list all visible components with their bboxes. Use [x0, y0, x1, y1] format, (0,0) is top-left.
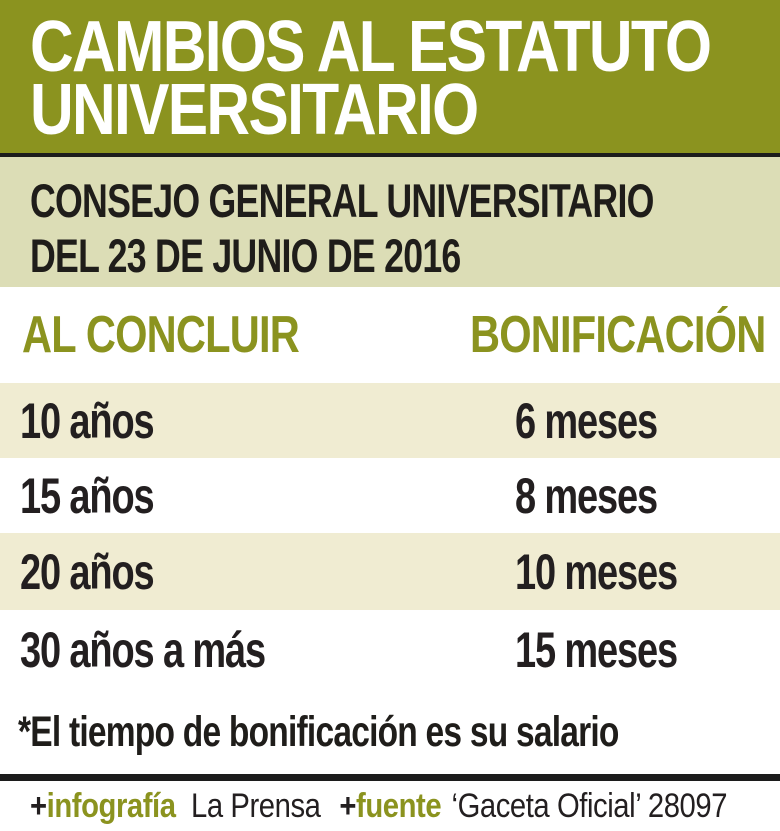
subtitle-line1: CONSEJO GENERAL UNIVERSITARIO: [30, 174, 654, 227]
table-row: [0, 533, 780, 610]
page-title: [0, 0, 780, 150]
cell-years: 20 años: [20, 543, 154, 600]
title-banner: [0, 0, 780, 153]
credits-line: [30, 787, 727, 826]
subtitle-line2: DEL 23 DE JUNIO DE 2016: [30, 229, 461, 282]
cell-bonus: 15 meses: [515, 622, 678, 678]
infografia-label: infografía: [46, 786, 176, 825]
column-header-label: BONIFICACIÓN: [470, 306, 766, 364]
cell-years: 15 años: [20, 467, 154, 524]
infografia-value: La Prensa: [191, 786, 321, 825]
plus-sign: +: [339, 786, 357, 825]
column-header-bonificacion: [470, 305, 780, 365]
footnote: *El tiempo de bonificación es su salario: [18, 707, 619, 756]
cell-years: 30 años a más: [20, 622, 266, 678]
page-title-line2: UNIVERSITARIO: [30, 70, 478, 150]
fuente-label: fuente: [356, 786, 442, 825]
cell-bonus: 8 meses: [515, 467, 658, 524]
footer-divider: [0, 774, 780, 781]
subtitle: [0, 157, 780, 283]
column-header-al-concluir: [22, 305, 470, 365]
cell-bonus: 10 meses: [515, 543, 678, 600]
column-header-label: AL CONCLUIR: [22, 306, 299, 364]
table-row: [0, 458, 780, 533]
page-title-line1: CAMBIOS AL ESTATUTO: [30, 7, 711, 87]
credits: [0, 781, 780, 831]
cell-bonus: 6 meses: [515, 392, 658, 449]
table-row: [0, 610, 780, 690]
fuente-value: ‘Gaceta Oficial’ 28097: [451, 786, 728, 825]
table-header: [0, 287, 780, 383]
plus-sign: +: [30, 786, 47, 825]
cell-years: 10 años: [20, 392, 154, 449]
subtitle-band: [0, 157, 780, 287]
table-row: [0, 383, 780, 458]
